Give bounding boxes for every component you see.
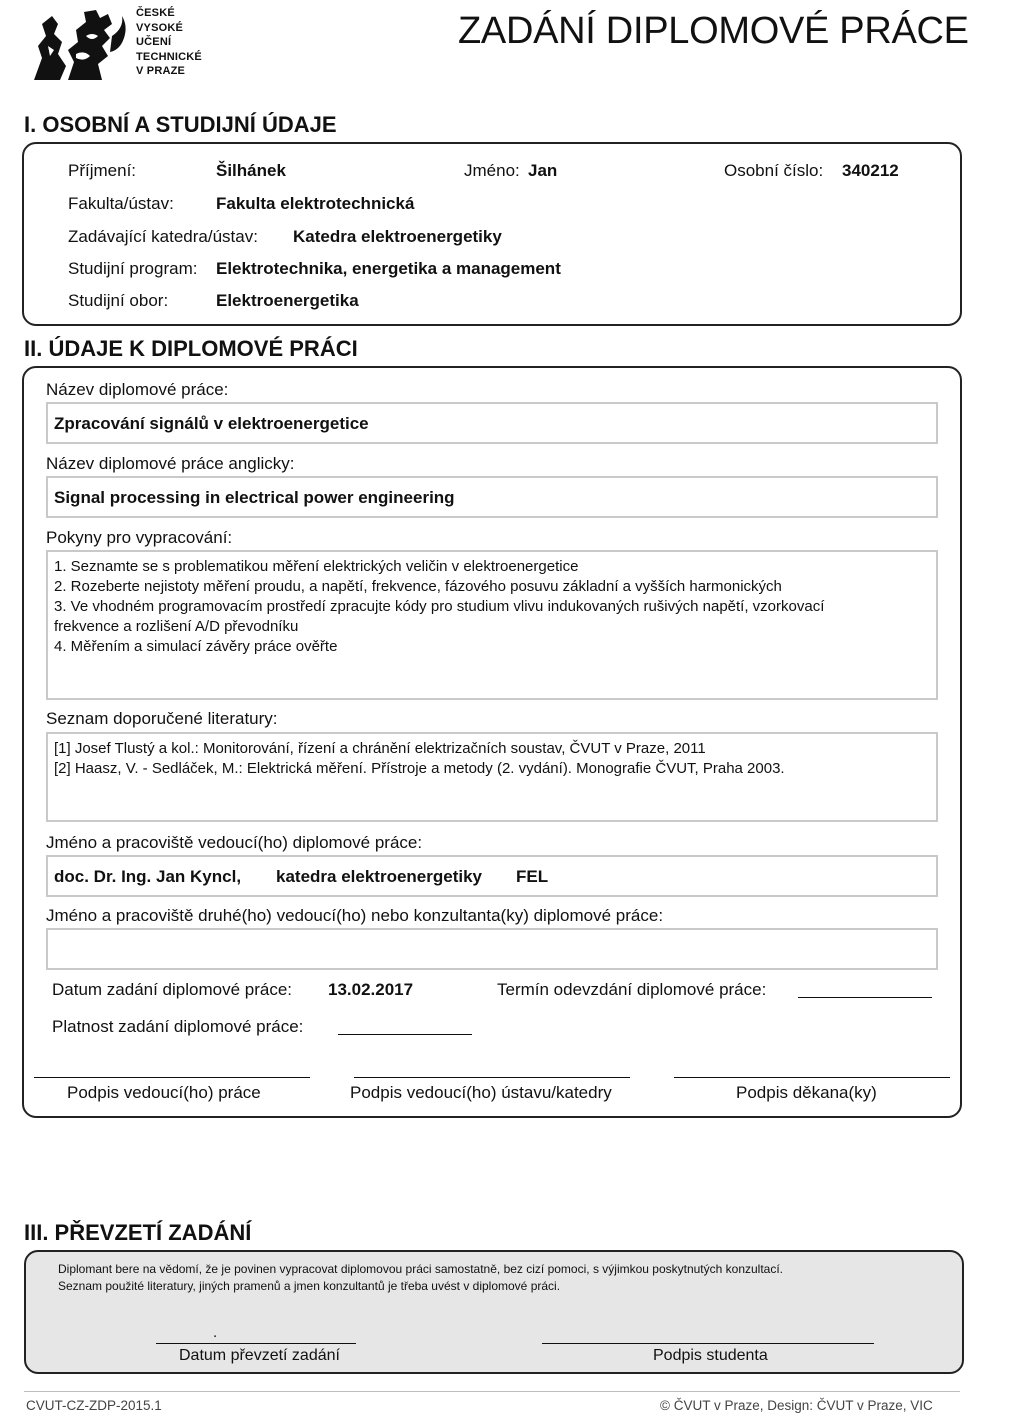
acceptance-date-line <box>156 1343 356 1344</box>
instruction-line: 1. Seznamte se s problematikou měření elektrických veličin v elektroenergetice <box>54 558 579 575</box>
instructions-field <box>46 550 938 700</box>
instructions-label: Pokyny pro vypracování: <box>46 528 233 547</box>
validity-line <box>338 1034 472 1035</box>
section-heading-personal: I. OSOBNÍ A STUDIJNÍ ÚDAJE <box>24 112 337 137</box>
supervisor-label: Jméno a pracoviště vedoucí(ho) diplomové práce: <box>46 833 423 852</box>
second-supervisor-field <box>46 928 938 970</box>
signature-line-head <box>354 1077 630 1078</box>
signature-head-label: Podpis vedoucí(ho) ústavu/katedry <box>350 1083 612 1102</box>
student-signature-label: Podpis studenta <box>653 1347 768 1364</box>
thesis-title-en-value: Signal processing in electrical power engineering <box>54 488 455 507</box>
faculty-label: Fakulta/ústav: <box>68 194 174 213</box>
section-heading-thesis: II. ÚDAJE K DIPLOMOVÉ PRÁCI <box>24 336 358 361</box>
instructions-list <box>54 557 934 657</box>
section-heading-acceptance: III. PŘEVZETÍ ZADÁNÍ <box>24 1220 252 1245</box>
thesis-title-en-field <box>46 476 938 518</box>
date-assigned-label: Datum zadání diplomové práce: <box>52 980 293 999</box>
second-supervisor-label: Jméno a pracoviště druhé(ho) vedoucí(ho) nebo konzultanta(ky) diplomové práce: <box>46 906 664 925</box>
acceptance-date-label: Datum převzetí zadání <box>179 1347 340 1364</box>
logo-text: ČESKÉ VYSOKÉ UČENÍ TECHNICKÉ V PRAZE <box>136 7 202 77</box>
supervisor-faculty: FEL <box>516 867 549 886</box>
validity-label: Platnost zadání diplomové práce: <box>52 1017 304 1036</box>
date-assigned-value: 13.02.2017 <box>328 980 414 999</box>
instruction-line: 2. Rozeberte nejistoty měření proudu, a napětí, frekvence, fázového posuvu základní a vyšších harmonických <box>54 578 782 595</box>
program-value: Elektrotechnika, energetika a management <box>216 259 561 278</box>
thesis-title-label: Název diplomové práce: <box>46 380 229 399</box>
supervisor-name: doc. Dr. Ing. Jan Kyncl, <box>54 867 242 886</box>
acceptance-note-1: Diplomant bere na vědomí, že je povinen vypracovat diplomovou práci samostatně, bez cizí pomoci, s výjimkou poskytnutých konzultací. <box>58 1262 784 1276</box>
name-label: Jméno: <box>464 161 520 180</box>
literature-item: [2] Haasz, V. - Sedláček, M.: Elektrická měření. Přístroje a metody (2. vydání). Monografie ČVUT, Praha 2003. <box>54 760 785 777</box>
field-value: Elektroenergetika <box>216 291 359 310</box>
supervisor-department: katedra elektroenergetiky <box>276 867 482 886</box>
thesis-title-en-label: Název diplomové práce anglicky: <box>46 454 295 473</box>
instruction-line: frekvence a rozlišení A/D převodníku <box>54 618 299 635</box>
signature-dean-label: Podpis děkana(ky) <box>736 1083 877 1102</box>
supervisor-field <box>46 855 938 897</box>
date-dot: . <box>213 1324 218 1341</box>
faculty-value: Fakulta elektrotechnická <box>216 194 415 213</box>
thesis-title-field <box>46 402 938 444</box>
signature-line-dean <box>674 1077 950 1078</box>
surname-value: Šilhánek <box>216 161 286 180</box>
signature-line-supervisor <box>34 1077 310 1078</box>
instruction-line: 3. Ve vhodném programovacím prostředí zpracujte kódy pro studium vlivu indukovaných rušivých napětí, vzorkovací <box>54 598 825 615</box>
personal-number-value: 340212 <box>842 161 899 180</box>
thesis-title-value: Zpracování signálů v elektroenergetice <box>54 414 369 433</box>
lion-emblem-icon <box>28 6 132 82</box>
literature-item: [1] Josef Tlustý a kol.: Monitorování, řízení a chránění elektrizačních soustav, ČVUT v Praze, 2011 <box>54 740 706 757</box>
literature-list <box>54 739 934 779</box>
deadline-label: Termín odevzdání diplomové práce: <box>497 980 767 999</box>
footer-divider <box>24 1391 960 1392</box>
surname-label: Příjmení: <box>68 161 137 180</box>
program-label: Studijní program: <box>68 259 198 278</box>
name-value: Jan <box>528 161 558 180</box>
department-label: Zadávající katedra/ústav: <box>68 227 258 246</box>
literature-label: Seznam doporučené literatury: <box>46 709 278 728</box>
instruction-line: 4. Měřením a simulací závěry práce ověřte <box>54 638 338 655</box>
form-code: CVUT-CZ-ZDP-2015.1 <box>26 1398 162 1413</box>
personal-number-label: Osobní číslo: <box>724 161 824 180</box>
copyright: © ČVUT v Praze, Design: ČVUT v Praze, VIC <box>660 1398 933 1413</box>
deadline-line <box>798 997 932 998</box>
signature-supervisor-label: Podpis vedoucí(ho) práce <box>67 1083 261 1102</box>
document-title: ZADÁNÍ DIPLOMOVÉ PRÁCE <box>458 10 969 52</box>
student-signature-line <box>542 1343 874 1344</box>
acceptance-note-2: Seznam použité literatury, jiných pramenů a jmen konzultantů je třeba uvést v diplomové práci. <box>58 1279 561 1293</box>
field-label: Studijní obor: <box>68 291 169 310</box>
department-value: Katedra elektroenergetiky <box>293 227 502 246</box>
literature-field <box>46 732 938 822</box>
